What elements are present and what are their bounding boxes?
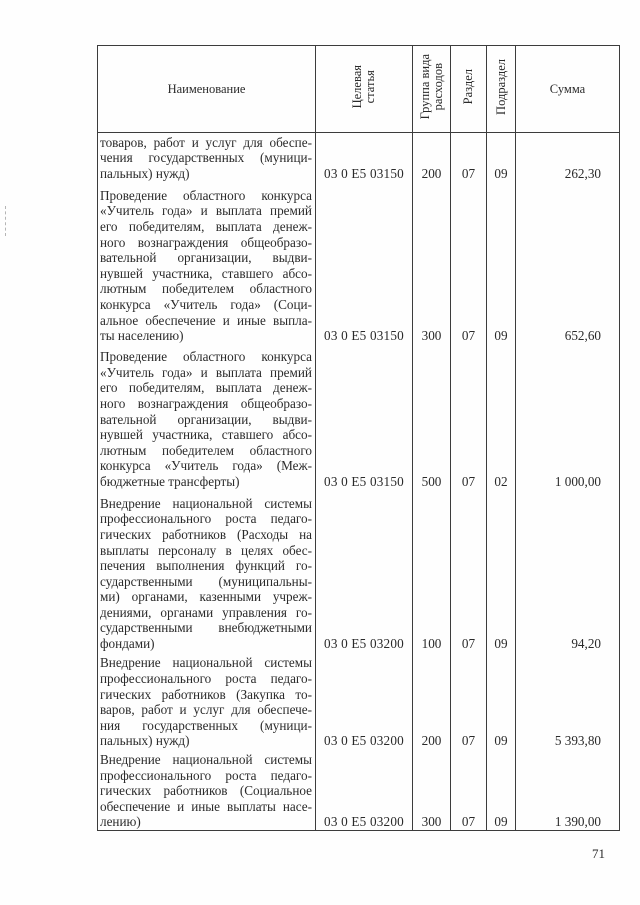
row-name-line: профессионального роста педаго- xyxy=(100,767,312,783)
row-name-line: ми) органами, казенными учреж- xyxy=(100,589,312,605)
table-row xyxy=(98,344,620,490)
row-expense-group: 300 xyxy=(413,182,451,344)
row-name-line: сударственными (муниципальны- xyxy=(100,573,312,589)
row-article: 03 0 Е5 03200 xyxy=(316,652,413,749)
row-section: 07 xyxy=(451,133,487,182)
row-name-line: бюджетные трансферты) xyxy=(100,474,240,489)
row-name xyxy=(98,749,316,831)
row-name-line: нувшей участника, ставшего абсо- xyxy=(100,427,312,443)
header-article: Целевая статья xyxy=(316,46,413,133)
table-row xyxy=(98,749,620,831)
table-row xyxy=(98,490,620,652)
row-name-line: вательной организации, выдви- xyxy=(100,250,312,266)
row-name-line: обеспечение и иные выплаты насе- xyxy=(100,798,312,814)
row-article: 03 0 Е5 03150 xyxy=(316,344,413,490)
row-name-line: профессионального роста педаго- xyxy=(100,511,312,527)
row-sum: 94,20 xyxy=(516,490,620,652)
row-article: 03 0 Е5 03200 xyxy=(316,749,413,831)
row-name-line: пальных) нужд) xyxy=(100,733,190,749)
row-section: 07 xyxy=(451,490,487,652)
row-article: 03 0 Е5 03200 xyxy=(316,490,413,652)
row-name xyxy=(98,133,316,182)
row-name-line: фондами) xyxy=(100,636,155,652)
table-row xyxy=(98,182,620,344)
row-name-line: Внедрение национальной системы xyxy=(100,495,312,511)
row-name-line: ты населению) xyxy=(100,328,184,344)
row-name-line: ния государственных (муници- xyxy=(100,717,312,733)
row-subsection: 09 xyxy=(487,749,516,831)
row-name-line: альное обеспечение и иные выпла- xyxy=(100,312,312,328)
page-number: 71 xyxy=(592,846,605,861)
table-row xyxy=(98,133,620,182)
row-name-line: лютным победителем областного xyxy=(100,281,312,297)
row-name-line: Внедрение национальной системы xyxy=(100,752,312,768)
row-name-line: ного вознаграждения общеобразо- xyxy=(100,396,312,412)
row-name-line: Проведение областного конкурса xyxy=(100,187,312,203)
row-name-line: гических работников (Социальное xyxy=(100,783,312,799)
row-name-line: вательной организации, выдви- xyxy=(100,411,312,427)
row-section: 07 xyxy=(451,182,487,344)
row-name-line: Проведение областного конкурса xyxy=(100,349,312,365)
row-subsection: 02 xyxy=(487,344,516,490)
row-section: 07 xyxy=(451,344,487,490)
row-name-line: лению) xyxy=(100,814,141,830)
row-name-line: его победителям, выплата денеж- xyxy=(100,380,312,396)
row-name-line: Внедрение национальной системы xyxy=(100,655,312,671)
row-subsection: 09 xyxy=(487,490,516,652)
row-name-line: «Учитель года» и выплата премий xyxy=(100,203,312,219)
row-name xyxy=(98,182,316,344)
table-row xyxy=(98,652,620,749)
row-name-line: конкурса «Учитель года» (Соци- xyxy=(100,296,312,312)
header-subsection: Подраздел xyxy=(487,46,516,133)
row-subsection: 09 xyxy=(487,182,516,344)
row-article: 03 0 Е5 03150 xyxy=(316,182,413,344)
row-expense-group: 200 xyxy=(413,133,451,182)
row-name-line: его победителям, выплата денеж- xyxy=(100,218,312,234)
row-expense-group: 200 xyxy=(413,652,451,749)
row-expense-group: 300 xyxy=(413,749,451,831)
row-sum: 262,30 xyxy=(516,133,620,182)
row-article: 03 0 Е5 03150 xyxy=(316,133,413,182)
row-expense-group: 500 xyxy=(413,344,451,490)
row-name-line: гических работников (Расходы на xyxy=(100,526,312,542)
header-section: Раздел xyxy=(451,46,487,133)
row-name-line: конкурса «Учитель года» (Меж- xyxy=(100,458,312,474)
header-name: Наименование xyxy=(98,46,316,133)
header-expense-group: Группа вида расходов xyxy=(413,46,451,133)
row-section: 07 xyxy=(451,652,487,749)
row-name-line: нувшей участника, ставшего абсо- xyxy=(100,265,312,281)
row-name-line: профессионального роста педаго- xyxy=(100,670,312,686)
row-sum: 1 000,00 xyxy=(516,344,620,490)
row-name-line: варов, работ и услуг для обеспече- xyxy=(100,702,312,718)
row-name-line: выплаты персоналу в целях обес- xyxy=(100,542,312,558)
row-sum: 652,60 xyxy=(516,182,620,344)
row-subsection: 09 xyxy=(487,133,516,182)
row-name-line: «Учитель года» и выплата премий xyxy=(100,364,312,380)
row-name-line: чения государственных (муници- xyxy=(100,150,312,166)
table-header-row xyxy=(98,46,620,133)
row-name-line: печения выполнения функций го- xyxy=(100,558,312,574)
row-name-line: гических работников (Закупка то- xyxy=(100,686,312,702)
row-name xyxy=(98,652,316,749)
row-name xyxy=(98,490,316,652)
margin-mark xyxy=(5,206,7,236)
row-sum: 1 390,00 xyxy=(516,749,620,831)
row-expense-group: 100 xyxy=(413,490,451,652)
row-name xyxy=(98,344,316,490)
row-subsection: 09 xyxy=(487,652,516,749)
row-name-line: товаров, работ и услуг для обеспе- xyxy=(100,134,312,150)
row-name-line: дениями, органами управления го- xyxy=(100,604,312,620)
header-sum: Сумма xyxy=(516,46,620,133)
row-sum: 5 393,80 xyxy=(516,652,620,749)
row-section: 07 xyxy=(451,749,487,831)
row-name-line: ного вознаграждения общеобразо- xyxy=(100,234,312,250)
row-name-line: сударственными внебюджетными xyxy=(100,620,312,636)
row-name-line: пальных) нужд) xyxy=(100,166,190,182)
row-name-line: лютным победителем областного xyxy=(100,442,312,458)
budget-table xyxy=(97,45,620,831)
